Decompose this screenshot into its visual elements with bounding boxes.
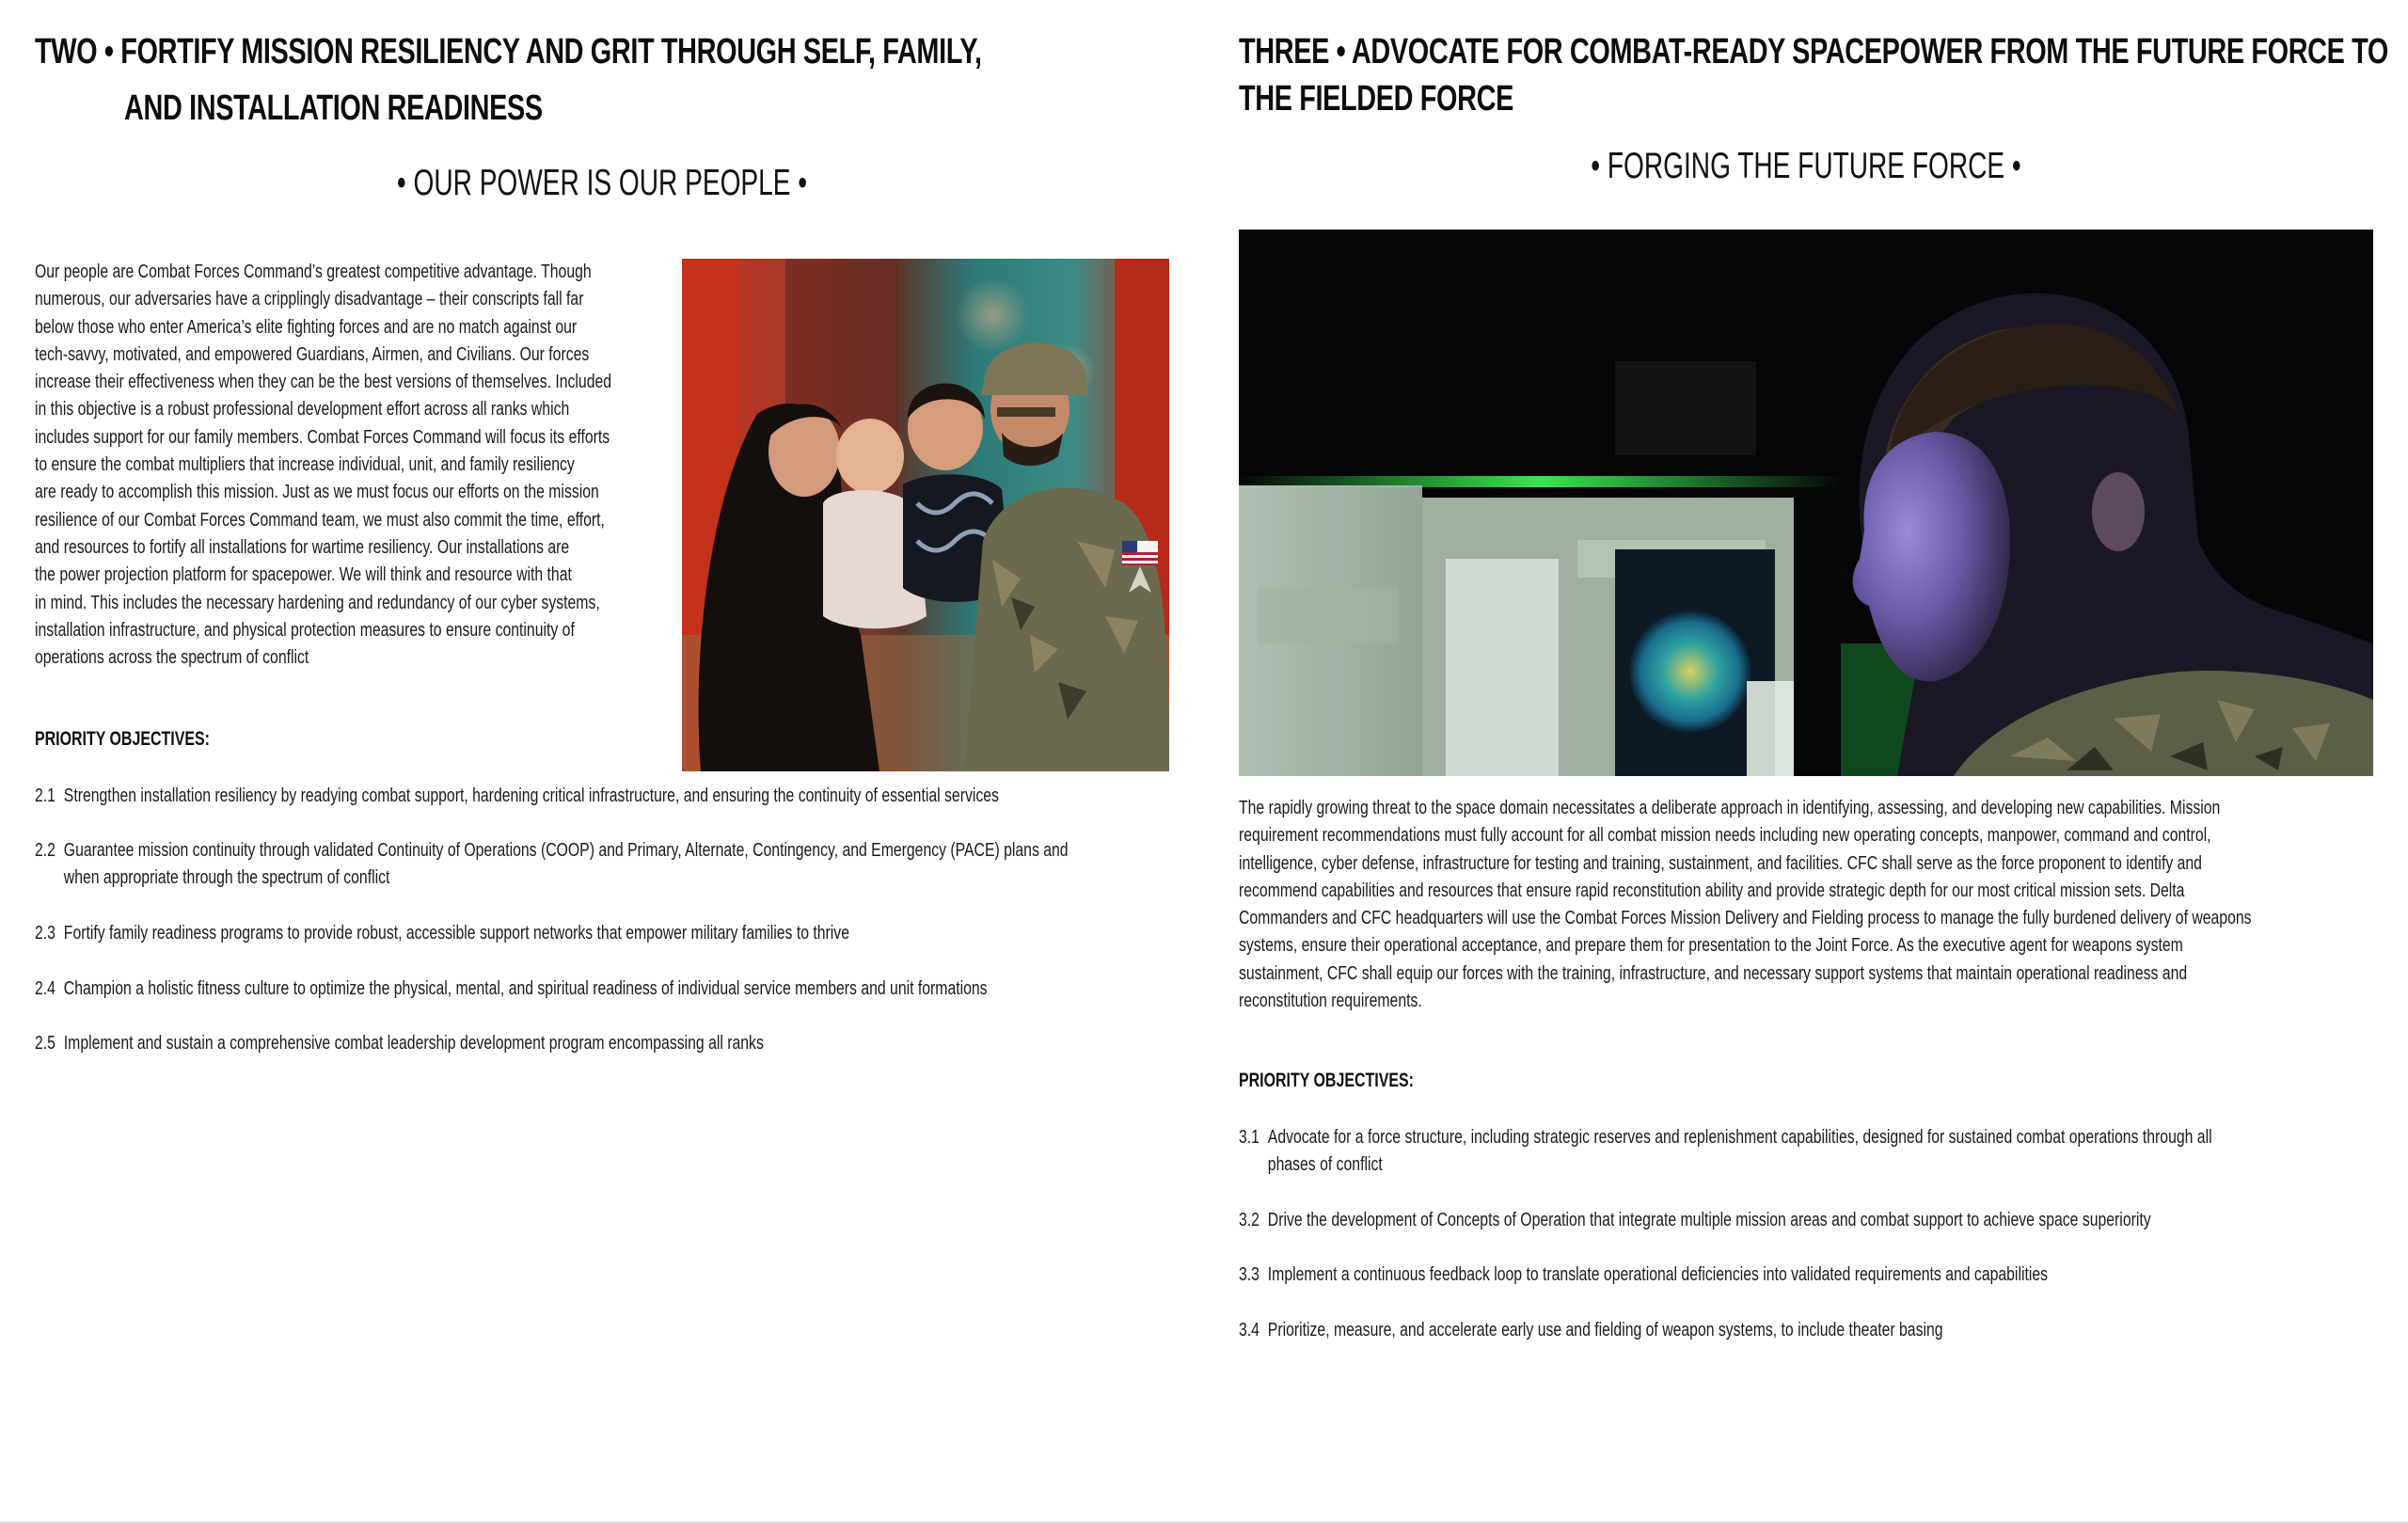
section-two-heading-line-2: AND INSTALLATION READINESS xyxy=(124,88,543,128)
section-two-subheading: • OUR POWER IS OUR PEOPLE • xyxy=(396,163,808,203)
objective-2-3 xyxy=(35,919,1093,946)
body-line: recommend capabilities and resources that ensure rapid reconstitution ability and provide strategic depth for our most critical mission sets. Delta xyxy=(1239,879,2185,901)
body-line: Commanders and CFC headquarters will use the Combat Forces Mission Delivery and Fielding process to manage the fully burdened delivery of weapons xyxy=(1239,907,2252,929)
section-three-heading-line-2: THE FIELDED FORCE xyxy=(1239,79,1513,119)
operator-photo-illustration xyxy=(1239,230,2373,776)
section-three-subheading: • FORGING THE FUTURE FORCE • xyxy=(1591,146,2021,186)
objective-number: 2.4 xyxy=(35,977,55,999)
body-line: and resources to fortify all installations for wartime resiliency. Our installations are xyxy=(35,535,570,558)
body-line: reconstitution requirements. xyxy=(1239,990,1422,1012)
body-line: Our people are Combat Forces Command’s greatest competitive advantage. Though xyxy=(35,261,592,282)
body-line: includes support for our family members. Combat Forces Command will focus its efforts xyxy=(35,425,610,448)
objective-number: 3.3 xyxy=(1239,1263,1259,1285)
objective-2-5 xyxy=(35,1029,981,1056)
objective-number: 2.5 xyxy=(35,1032,55,1054)
body-line: in this objective is a robust professional development effort across all ranks which xyxy=(35,398,570,420)
objective-text: Prioritize, measure, and accelerate early use and fielding of weapon systems, to include theater basing xyxy=(1267,1319,1943,1341)
body-line: installation infrastructure, and physical protection measures to ensure continuity of xyxy=(35,618,575,641)
objective-text: Drive the development of Concepts of Operation that integrate multiple mission areas and combat support to achieve space superiority xyxy=(1267,1209,2151,1230)
body-line: systems, ensure their operational acceptance, and prepare them for presentation to the Joint Force. As the executive agent for weapons system xyxy=(1239,934,2183,957)
objective-text-continued: phases of conflict xyxy=(1267,1153,1383,1176)
objective-text: Implement a continuous feedback loop to translate operational deficiencies into validated requirements and capabilities xyxy=(1267,1263,2049,1285)
objective-number: 3.4 xyxy=(1239,1319,1259,1341)
body-line: numerous, our adversaries have a cripplingly disadvantage – their conscripts fall far xyxy=(35,288,584,310)
section-two-heading-line-1: TWO • FORTIFY MISSION RESILIENCY AND GRIT THROUGH SELF, FAMILY, xyxy=(35,32,982,71)
section-two-body xyxy=(35,258,674,671)
body-line: to ensure the combat multipliers that increase individual, unit, and family resiliency xyxy=(35,453,575,476)
objective-number: 2.2 xyxy=(35,839,55,861)
objective-number: 2.1 xyxy=(35,785,55,806)
body-line: The rapidly growing threat to the space domain necessitates a deliberate approach in identifying, assessing, and developing new capabilities. Mission xyxy=(1239,797,2221,818)
body-line: in mind. This includes the necessary hardening and redundancy of our cyber systems, xyxy=(35,591,600,613)
objective-text: Guarantee mission continuity through validated Continuity of Operations (COOP) and Primary, Alternate, Contingency, and Emergency (PACE) plans and xyxy=(63,839,1069,861)
objective-2-1 xyxy=(35,782,1287,809)
section-two-heading xyxy=(35,24,1281,136)
body-line: the power projection platform for spacepower. We will think and resource with that xyxy=(35,563,572,586)
objective-3-1 xyxy=(1239,1123,2408,1179)
family-photo xyxy=(682,259,1169,771)
objective-3-4 xyxy=(1239,1316,2153,1343)
body-line: requirement recommendations must fully account for all combat mission needs including new operating concepts, manpower, command and control, xyxy=(1239,824,2211,847)
objective-2-4 xyxy=(35,975,1272,1002)
body-line: sustainment, CFC shall equip our forces with the training, infrastructure, and necessary support systems that maintain operational readiness and xyxy=(1239,961,2188,984)
family-photo-illustration xyxy=(682,259,1169,771)
section-three-priority-title: PRIORITY OBJECTIVES: xyxy=(1239,1070,1414,1091)
objective-text: Fortify family readiness programs to provide robust, accessible support networks that empower military families to thrive xyxy=(63,922,849,944)
body-line: resilience of our Combat Forces Command team, we must also commit the time, effort, xyxy=(35,508,605,531)
objective-text: Strengthen installation resiliency by readying combat support, hardening critical infrastructure, and ensuring the continuity of essential services xyxy=(63,785,999,806)
objective-text: Implement and sustain a comprehensive combat leadership development program encompassing all ranks xyxy=(63,1032,764,1054)
body-line: below those who enter America’s elite fighting forces and are no match against our xyxy=(35,315,578,338)
body-line: are ready to accomplish this mission. Just as we must focus our efforts on the mission xyxy=(35,481,599,503)
section-three-body xyxy=(1239,794,2373,1014)
objective-number: 3.1 xyxy=(1239,1126,1259,1148)
objective-number: 2.3 xyxy=(35,922,55,944)
objective-text: Champion a holistic fitness culture to optimize the physical, mental, and spiritual readiness of individual service members and unit formations xyxy=(63,977,988,999)
body-line: increase their effectiveness when they can be the best versions of themselves. Included xyxy=(35,371,612,393)
body-line: intelligence, cyber defense, infrastructure for testing and training, sustainment, and facilities. CFC shall serve as the force proponent to identify and xyxy=(1239,851,2202,874)
objective-text-continued: when appropriate through the spectrum of conflict xyxy=(63,866,390,889)
objective-2-2 xyxy=(35,836,1377,892)
objective-3-2 xyxy=(1239,1206,2408,1233)
section-three-heading-line-1: THREE • ADVOCATE FOR COMBAT-READY SPACEPOWER FROM THE FUTURE FORCE TO xyxy=(1239,32,2389,71)
objective-text: Advocate for a force structure, including strategic reserves and replenishment capabilities, designed for sustained combat operations through all xyxy=(1267,1126,2212,1148)
section-three-heading xyxy=(1239,24,2408,127)
section-two-priority-title: PRIORITY OBJECTIVES: xyxy=(35,728,210,750)
operator-photo xyxy=(1239,230,2373,776)
objective-number: 3.2 xyxy=(1239,1209,1259,1230)
body-line: operations across the spectrum of conflict xyxy=(35,646,309,669)
body-line: tech-savvy, motivated, and empowered Guardians, Airmen, and Civilians. Our forces xyxy=(35,342,590,365)
objective-3-3 xyxy=(1239,1261,2289,1288)
